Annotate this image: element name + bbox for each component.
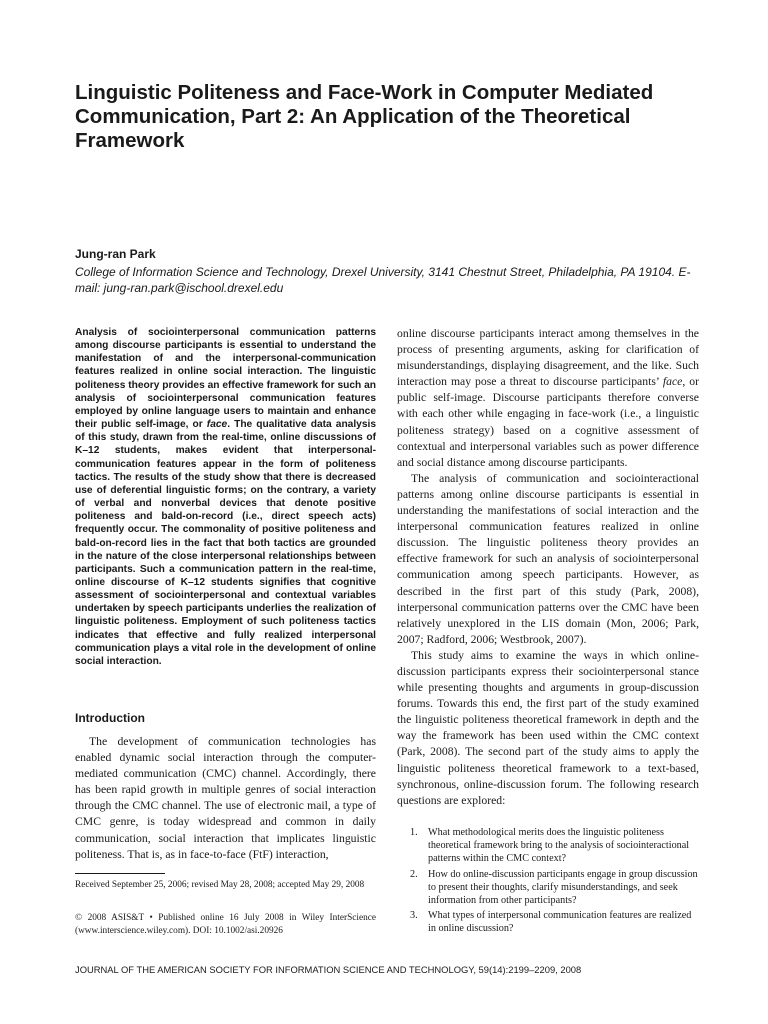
right-column — [397, 326, 699, 809]
list-item-text: What methodological merits does the linguistic politeness theoretical framework bring to the analysis of sociointeractional patterns within the CMC context? — [428, 827, 690, 865]
list-item-number: 1. — [410, 827, 418, 838]
introduction-paragraph: The development of communication technologies has enabled dynamic social interaction through the computer-mediated communication (CMC) channel. Accordingly, there has been rapid growth in multiple genres of social interaction through the CMC channel. The use of electronic mail, a type of CMC genre, is today widespread and common in daily communication, social interaction that implicates linguistic politeness. That is, as in face-to-face (FtF) interaction, — [75, 735, 376, 861]
abstract-emphasis: face — [206, 419, 228, 431]
abstract — [75, 326, 376, 668]
section-heading-introduction: Introduction — [75, 711, 145, 725]
body-emphasis: face — [662, 375, 683, 389]
journal-running-footer: JOURNAL OF THE AMERICAN SOCIETY FOR INFORMATION SCIENCE AND TECHNOLOGY, 59(14):2199–2209, 2008 — [75, 964, 582, 975]
footnote-received: Received September 25, 2006; revised May 28, 2008; accepted May 29, 2008 — [75, 880, 365, 890]
body-text: , or public self-image. Discourse participants therefore converse with each other while engaging in face-work (i.e., a linguistic politeness strategy) based on a cognitive assessment of contextual and interpersonal variables such as power difference and social distance among discourse participants. — [397, 375, 699, 469]
article-title: Linguistic Politeness and Face-Work in Computer Mediated Communication, Part 2: An Application of the Theoretical Framework — [75, 81, 654, 152]
body-paragraph: This study aims to examine the ways in which online-discussion participants express their sociointerpersonal stance while presenting thoughts and arguments in group-discussion forums. Towards this end, the first part of the study examined the linguistic politeness theoretical framework in depth and the way the framework has been used within the CMC context (Park, 2008). The second part of the study aims to apply the linguistic politeness theoretical framework to a text-based, synchronous, online-discussion forum. The following research questions are explored: — [397, 648, 699, 807]
list-item — [410, 909, 699, 935]
author-name: Jung-ran Park — [75, 247, 156, 261]
research-questions-list — [410, 826, 699, 938]
list-item-text: What types of interpersonal communication features are realized in online discussion? — [428, 910, 692, 935]
body-paragraph — [397, 326, 699, 471]
body-text: online discourse participants interact among themselves in the process of presenting arguments, asking for clarification of misunderstandings, displaying disagreement, and the like. Such interaction may pose a threat to discourse participants’ — [397, 327, 699, 389]
list-item — [410, 826, 699, 866]
author-affiliation: College of Information Science and Technology, Drexel University, 3141 Chestnut Street, Philadelphia, PA 19104. E-mail: jung-ran.park@ischool.drexel.edu — [75, 265, 691, 295]
list-item-number: 3. — [410, 910, 418, 922]
footnote-copyright: © 2008 ASIS&T • Published online 16 July 2008 in Wiley InterScience (www.interscience.wiley.com). DOI: 10.1002/asi.20926 — [75, 913, 376, 936]
list-item-text: How do online-discussion participants engage in group discussion to present their thoughts, clarify misunderstandings, and seek information from other participants? — [428, 868, 698, 907]
list-item — [410, 868, 699, 908]
list-item-number: 2. — [410, 868, 418, 880]
footnote-divider — [75, 873, 165, 874]
abstract-text-1: Analysis of sociointerpersonal communication patterns among discourse participants is essential to understand the manifestation of and the interpersonal-communication features realized in online social interaction. The linguistic politeness theory provides an effective framework for such an analysis of sociointerpersonal communication features employed by online language users to maintain and enhance their public self-image, or — [75, 327, 376, 431]
abstract-text-2: . The qualitative data analysis of this study, drawn from the real-time, online discussions of K–12 students, makes evident that interpersonal-communication features appear in the form of politeness tactics. The results of the study show that there is decreased use of deferential linguistic forms; on the contrary, a variety of verbal and nonverbal devices that denote positive politeness and bald-on-record (i.e., direct speech acts) frequently occur. The commonality of positive politeness and bald-on-record lies in the fact that both tactics are grounded in the nature of the close interpersonal relationships between participants. Such a communication pattern in the real-time, online discourse of K–12 students signifies that cognitive assessment of sociointerpersonal and contextual variables undertaken by speech participants underlies the realization of linguistic politeness. Employment of such politeness tactics indicates that effective and fully realized interpersonal communication plays a vital role in the development of online social interaction. — [75, 419, 376, 667]
body-paragraph: The analysis of communication and sociointeractional patterns among online discourse participants is essential in understanding the manifestations of social interaction and the interpersonal communication features realized in online discussion. The linguistic politeness theory provides an effective framework for such an analysis of sociointerpersonal communication among speech participants. However, as described in the first part of this study (Park, 2008), interpersonal communication patterns over the CMC have been relatively unexplored in the LIS domain (Mon, 2006; Park, 2007; Radford, 2006; Westbrook, 2007). — [397, 471, 699, 646]
